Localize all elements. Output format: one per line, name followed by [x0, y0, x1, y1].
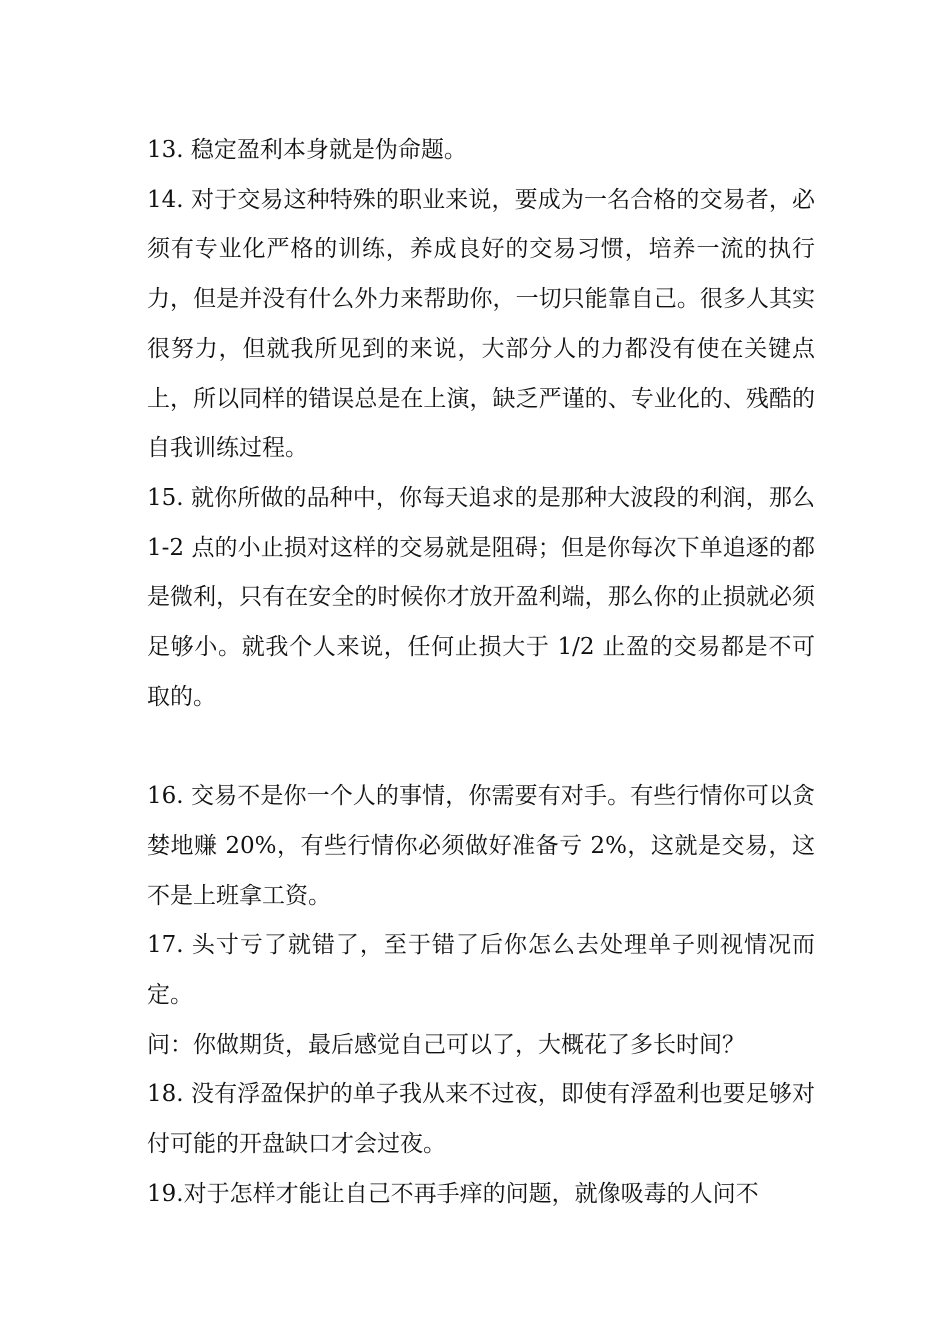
- paragraph-18: 18. 没有浮盈保护的单子我从来不过夜，即使有浮盈利也要足够对付可能的开盘缺口才会过夜。: [147, 1081, 815, 1158]
- document-body: [147, 126, 815, 1219]
- blank-line: [147, 722, 815, 772]
- question-paragraph: 问：你做期货，最后感觉自己可以了，大概花了多长时间？: [147, 1031, 745, 1058]
- paragraph-16: 16. 交易不是你一个人的事情，你需要有对手。有些行情你可以贪婪地赚 20%，有些行情你必须做好准备亏 2%，这就是交易，这不是上班拿工资。: [147, 783, 815, 909]
- paragraph-14: 14. 对于交易这种特殊的职业来说，要成为一名合格的交易者，必须有专业化严格的训练，养成良好的交易习惯，培养一流的执行力，但是并没有什么外力来帮助你，一切只能靠自己。很多人其实很努力，但就我所见到的来说，大部分人的力都没有使在关键点上，所以同样的错误总是在上演，缺乏严谨的、专业化的、残酷的自我训练过程。: [147, 186, 815, 462]
- paragraph-15: 15. 就你所做的品种中，你每天追求的是那种大波段的利润，那么 1-2 点的小止损对这样的交易就是阻碍；但是你每次下单追逐的都是微利，只有在安全的时候你才放开盈利端，那么你的止损就必须足够小。就我个人来说，任何止损大于 1/2 止盈的交易都是不可取的。: [147, 484, 815, 710]
- paragraph-17: 17. 头寸亏了就错了，至于错了后你怎么去处理单子则视情况而定。: [147, 932, 815, 1008]
- paragraph-13: 13. 稳定盈利本身就是伪命题。: [147, 137, 467, 163]
- paragraph-19: 19.对于怎样才能让自己不再手痒的问题，就像吸毒的人问不: [147, 1180, 759, 1207]
